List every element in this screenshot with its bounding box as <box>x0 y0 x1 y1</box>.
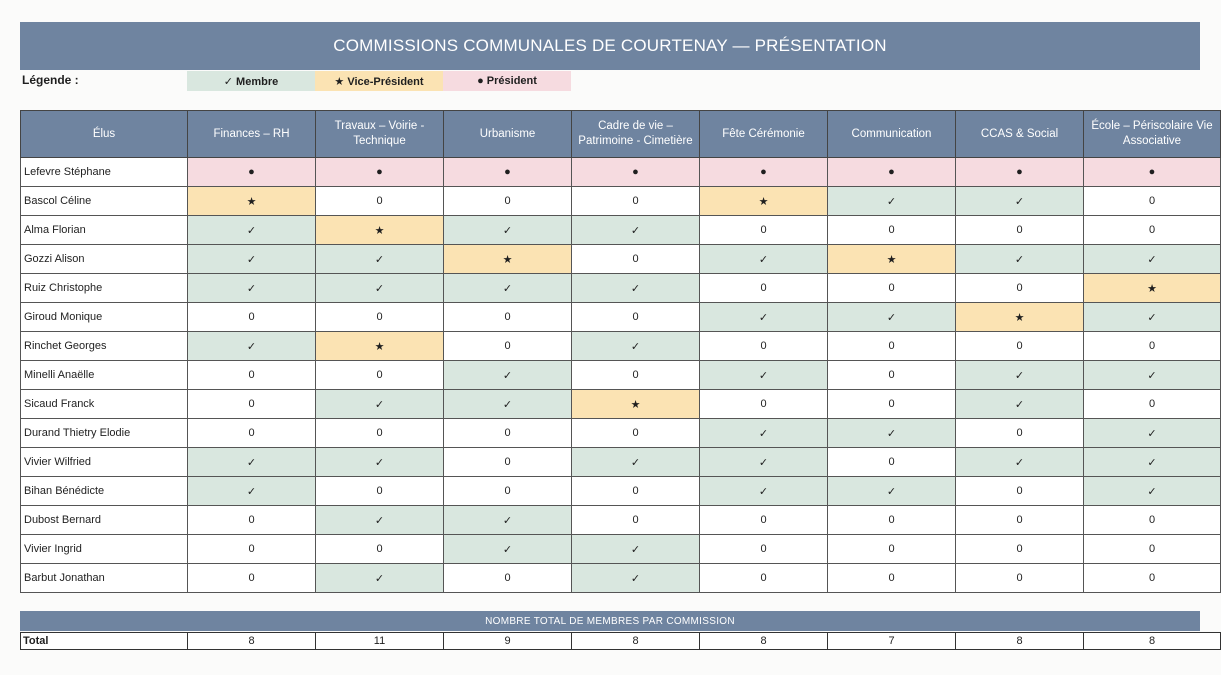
legend-vice-president: ★ Vice-Président <box>315 71 443 91</box>
vice-president-mark: ★ <box>316 216 444 245</box>
president-mark: ● <box>700 158 828 187</box>
non-membre-cell: 0 <box>1084 187 1221 216</box>
membre-mark: ✓ <box>700 448 828 477</box>
header-urbanisme: Urbanisme <box>444 111 572 158</box>
non-membre-cell: 0 <box>316 477 444 506</box>
non-membre-cell: 0 <box>828 506 956 535</box>
membre-mark: ✓ <box>1084 448 1221 477</box>
header-fete-ceremonie: Fête Cérémonie <box>700 111 828 158</box>
membre-mark: ✓ <box>956 448 1084 477</box>
president-mark: ● <box>572 158 700 187</box>
membre-mark: ✓ <box>444 216 572 245</box>
member-name: Barbut Jonathan <box>21 564 188 593</box>
non-membre-cell: 0 <box>956 419 1084 448</box>
membre-mark: ✓ <box>316 506 444 535</box>
membre-mark: ✓ <box>444 535 572 564</box>
member-name: Ruiz Christophe <box>21 274 188 303</box>
legend-president: ● Président <box>443 71 571 91</box>
commissions-table <box>20 110 1221 593</box>
non-membre-cell: 0 <box>188 535 316 564</box>
president-mark: ● <box>956 158 1084 187</box>
member-name: Bihan Bénédicte <box>21 477 188 506</box>
table-row <box>21 477 1221 506</box>
president-mark: ● <box>188 158 316 187</box>
non-membre-cell: 0 <box>1084 390 1221 419</box>
table-row <box>21 274 1221 303</box>
member-name: Rinchet Georges <box>21 332 188 361</box>
non-membre-cell: 0 <box>700 216 828 245</box>
membre-mark: ✓ <box>188 245 316 274</box>
membre-mark: ✓ <box>700 245 828 274</box>
header-ccas-social: CCAS & Social <box>956 111 1084 158</box>
membre-mark: ✓ <box>1084 245 1221 274</box>
membre-mark: ✓ <box>700 419 828 448</box>
non-membre-cell: 0 <box>572 419 700 448</box>
non-membre-cell: 0 <box>828 448 956 477</box>
total-value: 8 <box>1084 633 1221 650</box>
legend-membre: ✓ Membre <box>187 71 315 91</box>
membre-mark: ✓ <box>828 303 956 332</box>
president-mark: ● <box>444 158 572 187</box>
total-value: 8 <box>188 633 316 650</box>
non-membre-cell: 0 <box>1084 332 1221 361</box>
membre-mark: ✓ <box>572 216 700 245</box>
non-membre-cell: 0 <box>444 564 572 593</box>
table-row <box>21 158 1221 187</box>
membre-mark: ✓ <box>828 477 956 506</box>
non-membre-cell: 0 <box>444 477 572 506</box>
total-value: 8 <box>572 633 700 650</box>
header-communication: Communication <box>828 111 956 158</box>
totals-banner: NOMBRE TOTAL DE MEMBRES PAR COMMISSION <box>20 611 1200 631</box>
non-membre-cell: 0 <box>188 419 316 448</box>
non-membre-cell: 0 <box>700 506 828 535</box>
president-mark: ● <box>316 158 444 187</box>
member-name: Bascol Céline <box>21 187 188 216</box>
table-row <box>21 361 1221 390</box>
non-membre-cell: 0 <box>956 332 1084 361</box>
non-membre-cell: 0 <box>316 187 444 216</box>
member-name: Gozzi Alison <box>21 245 188 274</box>
non-membre-cell: 0 <box>1084 216 1221 245</box>
non-membre-cell: 0 <box>1084 506 1221 535</box>
non-membre-cell: 0 <box>828 332 956 361</box>
total-value: 7 <box>828 633 956 650</box>
non-membre-cell: 0 <box>956 506 1084 535</box>
non-membre-cell: 0 <box>444 332 572 361</box>
membre-mark: ✓ <box>316 564 444 593</box>
membre-mark: ✓ <box>444 506 572 535</box>
member-name: Minelli Anaëlle <box>21 361 188 390</box>
non-membre-cell: 0 <box>188 390 316 419</box>
non-membre-cell: 0 <box>1084 564 1221 593</box>
membre-mark: ✓ <box>572 564 700 593</box>
non-membre-cell: 0 <box>956 564 1084 593</box>
non-membre-cell: 0 <box>828 361 956 390</box>
non-membre-cell: 0 <box>700 564 828 593</box>
membre-mark: ✓ <box>444 390 572 419</box>
table-header-row <box>21 111 1221 158</box>
table-row <box>21 419 1221 448</box>
non-membre-cell: 0 <box>188 564 316 593</box>
non-membre-cell: 0 <box>700 535 828 564</box>
table-row <box>21 506 1221 535</box>
vice-president-mark: ★ <box>316 332 444 361</box>
vice-president-mark: ★ <box>1084 274 1221 303</box>
non-membre-cell: 0 <box>700 274 828 303</box>
non-membre-cell: 0 <box>956 477 1084 506</box>
membre-mark: ✓ <box>316 274 444 303</box>
member-name: Dubost Bernard <box>21 506 188 535</box>
membre-mark: ✓ <box>956 245 1084 274</box>
total-value: 11 <box>316 633 444 650</box>
totals-table <box>20 632 1221 650</box>
vice-president-mark: ★ <box>188 187 316 216</box>
membre-mark: ✓ <box>188 448 316 477</box>
non-membre-cell: 0 <box>572 187 700 216</box>
membre-mark: ✓ <box>316 448 444 477</box>
non-membre-cell: 0 <box>572 506 700 535</box>
totals-row <box>21 633 1221 650</box>
non-membre-cell: 0 <box>828 564 956 593</box>
non-membre-cell: 0 <box>444 187 572 216</box>
non-membre-cell: 0 <box>188 361 316 390</box>
membre-mark: ✓ <box>700 477 828 506</box>
membre-mark: ✓ <box>956 361 1084 390</box>
table-row <box>21 303 1221 332</box>
non-membre-cell: 0 <box>572 361 700 390</box>
membre-mark: ✓ <box>316 245 444 274</box>
non-membre-cell: 0 <box>188 506 316 535</box>
membre-mark: ✓ <box>1084 477 1221 506</box>
membre-mark: ✓ <box>188 274 316 303</box>
table-row <box>21 216 1221 245</box>
table-row <box>21 564 1221 593</box>
non-membre-cell: 0 <box>572 303 700 332</box>
non-membre-cell: 0 <box>956 535 1084 564</box>
membre-mark: ✓ <box>188 477 316 506</box>
non-membre-cell: 0 <box>444 419 572 448</box>
table-row <box>21 390 1221 419</box>
non-membre-cell: 0 <box>700 332 828 361</box>
president-mark: ● <box>828 158 956 187</box>
total-value: 9 <box>444 633 572 650</box>
vice-president-mark: ★ <box>700 187 828 216</box>
membre-mark: ✓ <box>1084 419 1221 448</box>
member-name: Giroud Monique <box>21 303 188 332</box>
header-ecole-periscolaire: École – Périscolaire Vie Associative <box>1084 111 1221 158</box>
membre-mark: ✓ <box>1084 303 1221 332</box>
membre-mark: ✓ <box>700 303 828 332</box>
non-membre-cell: 0 <box>444 448 572 477</box>
non-membre-cell: 0 <box>828 216 956 245</box>
legend-label: Légende : <box>22 73 79 87</box>
president-mark: ● <box>1084 158 1221 187</box>
membre-mark: ✓ <box>1084 361 1221 390</box>
non-membre-cell: 0 <box>316 419 444 448</box>
vice-president-mark: ★ <box>572 390 700 419</box>
non-membre-cell: 0 <box>444 303 572 332</box>
membre-mark: ✓ <box>572 274 700 303</box>
totals-label: Total <box>21 633 188 650</box>
membre-mark: ✓ <box>700 361 828 390</box>
non-membre-cell: 0 <box>572 245 700 274</box>
membre-mark: ✓ <box>956 187 1084 216</box>
non-membre-cell: 0 <box>316 535 444 564</box>
member-name: Vivier Wilfried <box>21 448 188 477</box>
table-row <box>21 245 1221 274</box>
membre-mark: ✓ <box>572 535 700 564</box>
total-value: 8 <box>700 633 828 650</box>
non-membre-cell: 0 <box>188 303 316 332</box>
table-row <box>21 332 1221 361</box>
total-value: 8 <box>956 633 1084 650</box>
non-membre-cell: 0 <box>956 274 1084 303</box>
table-row <box>21 448 1221 477</box>
non-membre-cell: 0 <box>956 216 1084 245</box>
member-name: Durand Thietry Elodie <box>21 419 188 448</box>
membre-mark: ✓ <box>188 216 316 245</box>
header-travaux: Travaux – Voirie - Technique <box>316 111 444 158</box>
membre-mark: ✓ <box>828 419 956 448</box>
membre-mark: ✓ <box>316 390 444 419</box>
member-name: Alma Florian <box>21 216 188 245</box>
non-membre-cell: 0 <box>828 274 956 303</box>
membre-mark: ✓ <box>188 332 316 361</box>
member-name: Lefevre Stéphane <box>21 158 188 187</box>
membre-mark: ✓ <box>444 274 572 303</box>
non-membre-cell: 0 <box>316 303 444 332</box>
membre-mark: ✓ <box>956 390 1084 419</box>
membre-mark: ✓ <box>572 448 700 477</box>
membre-mark: ✓ <box>828 187 956 216</box>
vice-president-mark: ★ <box>444 245 572 274</box>
vice-president-mark: ★ <box>828 245 956 274</box>
header-cadre-de-vie: Cadre de vie – Patrimoine - Cimetière <box>572 111 700 158</box>
non-membre-cell: 0 <box>316 361 444 390</box>
vice-president-mark: ★ <box>956 303 1084 332</box>
table-row <box>21 187 1221 216</box>
header-finances: Finances – RH <box>188 111 316 158</box>
membre-mark: ✓ <box>444 361 572 390</box>
header-elus: Élus <box>21 111 188 158</box>
table-row <box>21 535 1221 564</box>
member-name: Sicaud Franck <box>21 390 188 419</box>
page-title: COMMISSIONS COMMUNALES DE COURTENAY — PRÉSENTATION <box>20 22 1200 70</box>
non-membre-cell: 0 <box>828 535 956 564</box>
non-membre-cell: 0 <box>700 390 828 419</box>
non-membre-cell: 0 <box>828 390 956 419</box>
non-membre-cell: 0 <box>1084 535 1221 564</box>
member-name: Vivier Ingrid <box>21 535 188 564</box>
membre-mark: ✓ <box>572 332 700 361</box>
non-membre-cell: 0 <box>572 477 700 506</box>
